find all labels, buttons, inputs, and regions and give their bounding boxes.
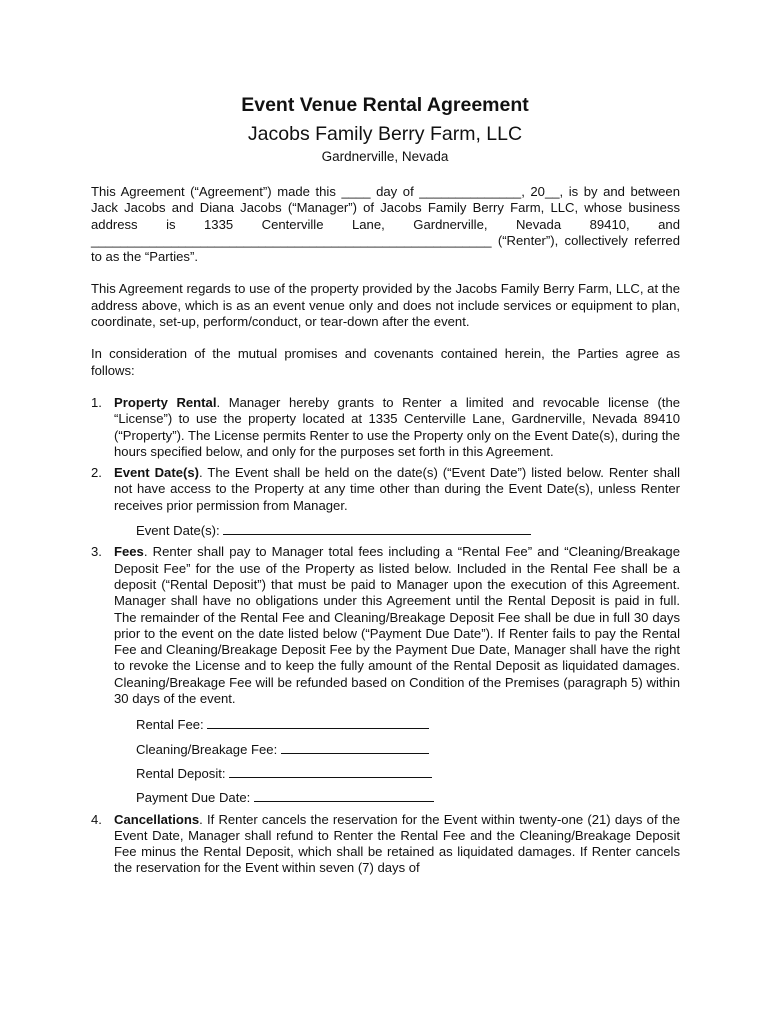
scope-paragraph: This Agreement regards to use of the property provided by the Jacobs Family Berry Farm, LLC, at the address above, which is as an event venue only and does not include services or equipment to plan, coordinate, set-up, perform/conduct, or tear-down after the event.	[91, 281, 680, 330]
section-number: 3.	[91, 544, 102, 560]
section-number: 1.	[91, 394, 102, 410]
section-heading: Fees	[114, 544, 144, 560]
section-text: . The Event shall be held on the date(s) (“Event Date”) listed below. Renter shall not have access to the Property at any time other than during the Event Date(s), unless Renter receives prior permission from Manager.	[114, 465, 680, 513]
cleaning-breakage-fee-field	[114, 741, 680, 758]
rental-fee-blank[interactable]	[207, 716, 429, 729]
event-dates-label: Event Date(s):	[136, 523, 220, 539]
section-event-dates	[91, 465, 680, 539]
section-heading: Property Rental	[114, 394, 217, 410]
company-name: Jacobs Family Berry Farm, LLC	[247, 123, 523, 145]
payment-due-date-label: Payment Due Date:	[136, 790, 251, 806]
consideration-paragraph: In consideration of the mutual promises and covenants contained herein, the Parties agree as follows:	[91, 346, 680, 378]
payment-due-date-blank[interactable]	[254, 789, 434, 802]
section-text: . Manager hereby grants to Renter a limited and revocable license (the “License”) to use the property located at 1335 Centerville Lane, Gardnerville, Nevada 89410 (“Property”). The License permits Renter to use the Property only on the Event Date(s), during the hours specified below, and only for the purposes set forth in this Agreement.	[114, 394, 681, 459]
rental-deposit-label: Rental Deposit:	[136, 765, 226, 781]
rental-deposit-field	[114, 765, 680, 782]
section-text: . If Renter cancels the reservation for the Event within twenty-one (21) days of the Event Date, Manager shall refund to Renter the Rental Fee and the Cleaning/Breakage Deposit Fee minus the Rental Deposit, which shall be retained as liquidated damages. If Renter cancels the reservation for the Event within seven (7) days of	[114, 811, 680, 876]
rental-deposit-blank[interactable]	[229, 765, 432, 778]
section-property-rental	[91, 395, 680, 460]
section-number: 4.	[91, 811, 102, 827]
cleaning-breakage-fee-blank[interactable]	[281, 741, 429, 754]
section-heading: Cancellations	[114, 811, 200, 827]
event-dates-blank[interactable]	[223, 522, 531, 535]
section-cancellations	[91, 812, 680, 877]
intro-paragraph: This Agreement (“Agreement”) made this ____ day of ______________, 20__, is by and between Jack Jacobs and Diana Jacobs (“Manager”) of Jacobs Family Berry Farm, LLC, whose business address is 1335 Centerville Lane, Gardnerville, Nevada 89410, and _______________________________________________________ (“Renter”), collectively referred to as the “Parties”.	[91, 184, 680, 265]
section-fees	[91, 544, 680, 806]
document-title: Event Venue Rental Agreement	[241, 94, 529, 116]
cleaning-breakage-fee-label: Cleaning/Breakage Fee:	[136, 741, 278, 757]
rental-fee-field	[114, 716, 680, 733]
company-location: Gardnerville, Nevada	[321, 149, 449, 164]
section-number: 2.	[91, 465, 102, 481]
agreement-body	[91, 184, 680, 882]
agreement-sections	[91, 395, 680, 877]
section-text: . Renter shall pay to Manager total fees including a “Rental Fee” and “Cleaning/Breakage Deposit Fee” for the use of the Property as listed below. Included in the Rental Fee shall be a deposit (“Rental Deposit”) that must be paid to Manager upon the execution of this Agreement. Manager shall have no obligations under this Agreement until the Rental Deposit is paid in full. The remainder of the Rental Fee and Cleaning/Breakage Deposit Fee shall be due in full 30 days prior to the event on the date listed below (“Payment Due Date”). If Renter fails to pay the Rental Fee and Cleaning/Breakage Deposit Fee by the Payment Due Date, Manager shall have the right to revoke the License and to keep the fully amount of the Rental Deposit as liquidated damages. Cleaning/Breakage Fee will be refunded based on Condition of the Premises (paragraph 5) within 30 days of the event.	[114, 544, 680, 707]
payment-due-date-field	[114, 789, 680, 806]
rental-fee-label: Rental Fee:	[136, 717, 204, 733]
section-heading: Event Date(s)	[114, 465, 199, 481]
event-dates-field	[114, 522, 680, 539]
